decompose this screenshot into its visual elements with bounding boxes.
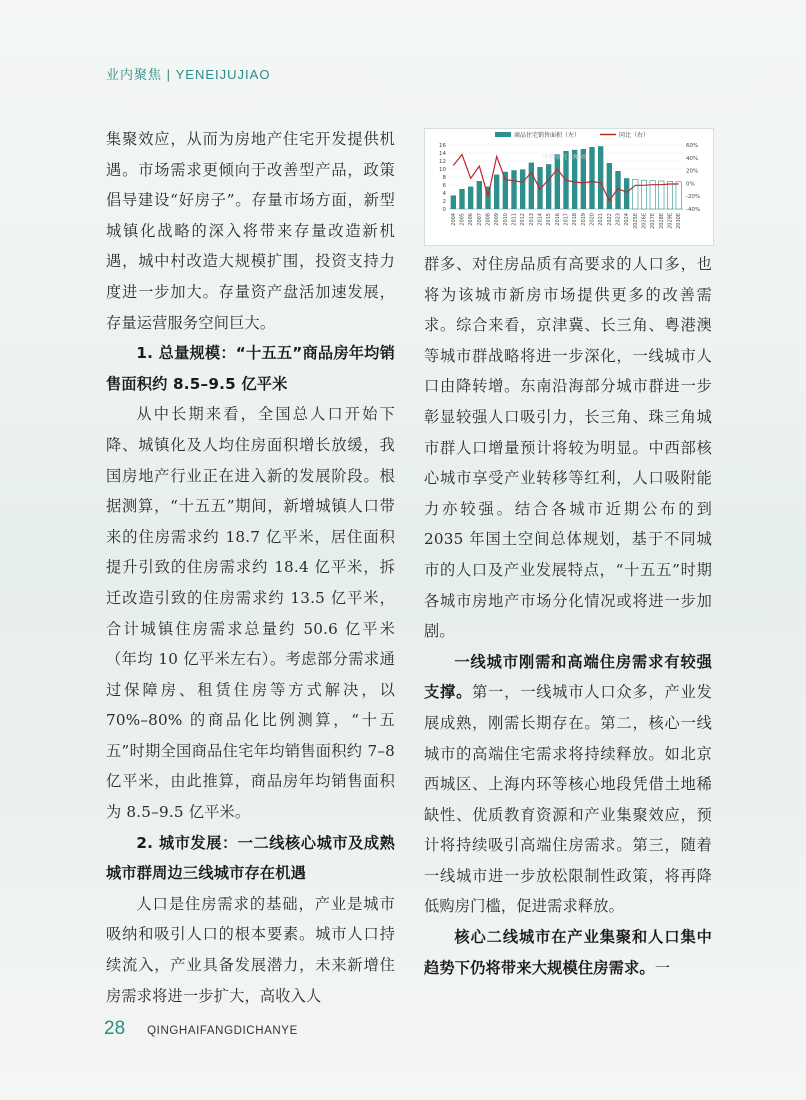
y-tick-label: 0 [442,207,446,213]
x-tick-label: 2005 [459,213,466,226]
x-tick-label: 2027E [650,213,657,229]
paragraph [424,922,712,983]
y-tick-label: 8 [442,175,446,181]
paragraph-body: 第一，一线城市人口众多，产业发展成熟，刚需长期存在。第二，核心一线城市的高端住宅需求将持续释放。如北京西城区、上海内环等核心地段凭借土地稀缺性、优质教育资源和产业集聚效应，预计将持续吸引高端住房需求。第三，随着一线城市进一步放松限制性政策，将再降低购房门槛，促进需求释放。 [424,683,712,916]
chart-svg [425,129,713,245]
x-tick-label: 2024 [624,213,631,226]
magazine-name: QINGHAIFANGDICHANYE [147,1025,298,1037]
bar [494,175,499,209]
legend-label: 同比（右） [619,132,650,139]
y2-tick-label: 0% [686,181,695,188]
x-tick-label: 2006 [468,213,475,226]
bar [589,147,594,209]
paragraph: 集聚效应，从而为房地产住宅开发提供机遇。市场需求更倾向于改善型产品，政策倡导建设“好房子”。存量市场方面，新型城镇化战略的深入将带来存量改造新机遇，城中村改造大规模扩围，投资支持力度进一步加大。存量资产盘活加速发展，存量运营服务空间巨大。 [106,130,395,332]
bar [477,181,482,209]
section-title: 业内聚焦 [106,67,163,82]
y-tick-label: 10 [439,167,446,173]
x-tick-label: 2014 [537,213,544,226]
y-tick-label: 6 [442,183,446,189]
section-title-roman: YENEIJUJIAO [175,67,271,82]
x-tick-label: 2025E [632,213,639,229]
x-tick-label: 2019 [580,213,587,226]
lead-sentence: 一线城市刚需和高端住房需求有较强支撑。 [424,652,712,702]
bar [503,172,508,209]
x-tick-label: 2011 [511,213,518,226]
paragraph-body: 一 [654,958,671,977]
x-tick-label: 2023 [615,213,622,226]
y-tick-label: 4 [442,191,446,197]
bar [624,178,629,209]
bar [529,163,534,209]
x-tick-label: 2010 [502,213,509,226]
paragraph: 群多、对住房品质有高要求的人口多，也将为该城市新房市场提供更多的改善需求。综合来看，京津冀、长三角、粤港澳等城市群战略将进一步深化，一线城市人口由降转增。东南沿海部分城市群进一步彰显较强人口吸引力，长三角、珠三角城市群人口增量预计将较为明显。中西部核心城市享受产业转移等红利，人口吸附能力亦较强。结合各城市近期公布的到 2035 年国土空间总体规划，基于不同城市的人口及产业发展特点，“十五五”时期各城市房地产市场分化情况或将进一步加剧。 [424,255,712,641]
lead-sentence: 核心二线城市在产业集聚和人口集中趋势下仍将带来大规模住房需求。 [424,928,712,977]
bar [546,164,551,209]
x-tick-label: 2008 [485,213,492,226]
x-tick-label: 2028E [658,213,665,229]
legend-label: 商品住宅销售面积（左） [514,132,581,139]
y2-tick-label: -20% [686,194,701,201]
header-divider: | [166,67,176,82]
x-tick-label: 2022 [606,213,613,226]
bar [459,189,464,209]
x-tick-label: 2018 [572,213,579,226]
y-tick-label: 14 [439,151,446,157]
x-tick-label: 2029E [667,213,674,229]
left-column [106,124,395,1011]
paragraph [424,647,712,922]
y-tick-label: 2 [442,199,446,205]
y-tick-label: 12 [439,159,446,165]
x-tick-label: 2016 [554,213,561,226]
x-tick-label: 2021 [598,213,605,226]
bar [598,146,603,209]
watermark: 中指研究 CREIS [543,154,587,161]
y2-tick-label: 40% [686,155,699,162]
paragraph: 人口是住房需求的基础，产业是城市吸纳和吸引人口的根本要素。城市人口持续流入，产业具备发展潜力，未来新增住房需求将进一步扩大，高收入人 [106,894,395,1005]
x-tick-label: 2015 [546,213,553,226]
x-tick-label: 2009 [494,213,501,226]
y-tick-label: 16 [439,143,446,149]
section-heading: 2. 城市发展：一二线核心城市及成熟城市群周边三线城市存在机遇 [106,833,395,883]
legend-swatch-bars [495,132,511,137]
section-heading: 1. 总量规模：“十五五”商品房年均销售面积约 8.5–9.5 亿平米 [106,344,395,393]
x-tick-label: 2020 [589,213,596,226]
right-column [424,249,712,983]
bar [667,181,672,209]
y2-tick-label: -40% [686,207,701,213]
x-tick-label: 2007 [476,213,483,226]
bar [633,179,638,209]
bar [676,182,681,209]
x-tick-label: 2013 [528,213,535,226]
y2-tick-label: 60% [686,143,699,149]
page-header [106,64,270,83]
y2-tick-label: 20% [686,168,699,175]
x-tick-label: 2004 [450,213,457,226]
bar [451,195,456,209]
bar [607,163,612,209]
page-footer [104,1018,298,1040]
bar [641,180,646,209]
sales-area-chart [424,128,714,246]
bar [520,169,525,209]
page-number: 28 [104,1018,126,1039]
bar [555,154,560,209]
x-tick-label: 2026E [641,213,648,229]
bar [511,170,516,209]
paragraph: 从中长期来看，全国总人口开始下降、城镇化及人均住房面积增长放缓，我国房地产行业正在进入新的发展阶段。根据测算，“十五五”期间，新增城镇人口带来的住房需求约 18.7 亿平米，居住面积提升引致的住房需求约 18.4 亿平米，拆迁改造引致的住房需求约 13.5 亿平米，合计城镇住房需求总量约 50.6 亿平米（年均 10 亿平米左右）。考虑部分需求通过保障房、租赁住房等方式解决，以 70%–80% 的商品化比例测算，“十五五”时期全国商品住宅年均销售面积约 7–8 亿平米，由此推算，商品房年均销售面积为 8.5–9.5 亿平米。 [106,405,395,822]
x-tick-label: 2012 [520,213,527,226]
bar [468,187,473,209]
x-tick-label: 2017 [563,213,570,226]
x-tick-label: 2030E [676,213,683,229]
